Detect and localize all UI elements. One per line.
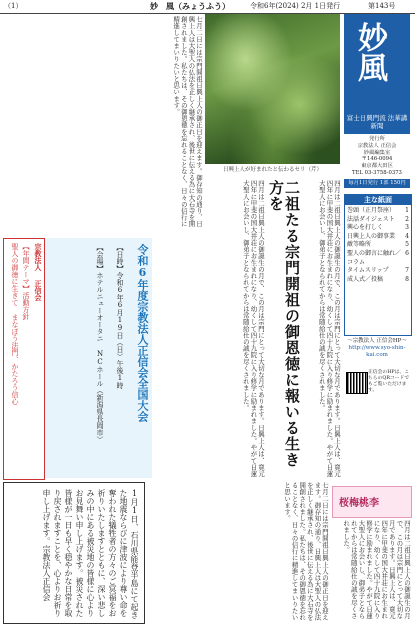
event-date: 【日時】令和6年6月19日（日）午後1時 xyxy=(116,244,124,389)
article-text-right: 四月は二祖日興上人の御誕生の月で、この月は宗門にとって大切な月であります。日興上人は、寛元四年に甲斐の国大井荘にお生まれになり、幼くして四十九院に入り修学に励まれました。やがて日蓮大聖人にお会いし、御弟子となられてからは常随給仕の誠を尽くされました。 xyxy=(317,180,341,477)
toc-title: 主な紙面 xyxy=(345,195,411,205)
photo-caption: 日興上人が好まれたと伝わるセリ（芹） xyxy=(222,167,322,173)
article-body-right xyxy=(288,180,340,480)
column-title-tag xyxy=(332,486,412,518)
condolence-box xyxy=(3,482,145,624)
article-text-bottom: 七月二日には宗門開祖日興上人の御正日を迎えます。御存知の通り、日興上人は大聖人の仏法を正しく継承され、後世に伝える為に大石寺を開創されました。私たちは、その御恩徳を忘れることなく、日々の信行に精進してまいりたいと思います。 xyxy=(283,482,329,621)
toc-item[interactable]: 敵等略所 5 xyxy=(347,241,409,249)
seri-photo xyxy=(205,14,340,164)
theme-label: 【年間テーマ】活動方針 xyxy=(22,243,30,320)
annual-theme-box xyxy=(3,238,45,480)
page-number: （1） xyxy=(4,2,23,10)
toc-item[interactable]: 法話ダイジェスト 2 xyxy=(347,215,409,223)
article-body-bottom xyxy=(148,482,328,622)
publisher-info xyxy=(344,136,410,188)
toc-item[interactable]: 巻頭（正月祭座） 1 xyxy=(347,207,409,214)
masthead xyxy=(344,14,410,134)
pub-line: 妙風編集室 xyxy=(363,149,391,156)
qr-note: 正信会のHPは、こちらのQRコードでもご覧いただけます。 xyxy=(368,370,410,393)
website-box xyxy=(344,338,410,359)
article-text-center: 四月は二祖日興上人の御誕生の月で、この月は宗門にとって大切な月であります。日興上人は、寛元四年に甲斐の国大井荘にお生まれになり、幼くして四十九院に入り修学に励まれました。やがて日蓮大聖人にお会いし、御弟子となられてからは常随給仕の誠を尽くされました。 xyxy=(241,180,265,477)
main-headline: 二祖たる宗門開祖の御恩徳に報いる生き方を xyxy=(267,180,301,468)
toc-item[interactable]: 成人式／投稿 8 xyxy=(347,275,409,283)
toc-item[interactable]: 聖人の御言に触れ／コラム 6 xyxy=(347,249,409,266)
article-body-center xyxy=(156,180,264,480)
pub-line: 宗教法人 正信会 xyxy=(357,142,397,149)
price-band: 毎月1日発行 1部 150円 xyxy=(344,179,410,188)
pub-line: TEL 03-3758-0373 xyxy=(352,169,402,176)
condolence-text: 1月1日、石川県能登半島にて起きた地震ならびに津波により尊い命を奪われた犠牲者の方々のご冥福をお祈りいたしますとともに、深い悲しみの中にある被災地の皆様に心よりお見舞い申し上げます。被災された皆様が一日も早く穏やかな日常を取り戻されますことを、心よりお祈り申し上げます。宗教法人正信会 xyxy=(42,489,139,619)
website-title: ～宗教法人 正信会HP～ xyxy=(347,338,407,344)
theme-slogan: 聖人の御徳に生きて まなぼう法門、かたろう信心 xyxy=(11,243,19,405)
column-title: 桜梅桃李 xyxy=(339,498,379,509)
pub-line: 〒146-0094 xyxy=(361,156,393,163)
website-url[interactable]: http://www.syo-shin-kai.com xyxy=(348,345,406,358)
table-of-contents xyxy=(344,194,412,336)
issue-date: 令和6年(2024) 2月 1日発行 xyxy=(250,2,341,10)
page-header xyxy=(0,0,415,14)
toc-item[interactable]: タイムスリップ 7 xyxy=(347,267,409,275)
qr-code-icon[interactable] xyxy=(346,372,368,394)
article-text-left: 七月二日には宗門開祖日興上人の御正日を迎えます。御存知の通り、日興上人は大聖人の仏法を正しく継承され、後世に伝える為に大石寺を開創されました。私たちは、その御恩徳を忘れることなく、日々の信行に精進してまいりたいと思います。 xyxy=(172,16,203,228)
toc-item[interactable]: 日興上人の御事業 4 xyxy=(347,232,409,240)
event-place: 【会場】ホテルニューオータニ NCホール（新潟県長岡市） xyxy=(96,244,104,443)
event-title: 令和6年度宗教法人正信会全国大会 xyxy=(136,244,149,422)
toc-item[interactable]: 興心を打しく 3 xyxy=(347,224,409,232)
pub-line: 東京都大田区 xyxy=(361,163,393,170)
masthead-logo: 妙風 xyxy=(352,22,387,82)
column-body xyxy=(334,520,410,624)
column-text: 四月は二祖日興上人の御誕生の月で、この月は宗門にとって大切な月であります。日興上人は、寛元四年に甲斐の国大井荘にお生まれになり、幼くして四十九院に入り修学に励まれました。やがて日蓮大聖人にお会いし、御弟子となられてからは常随給仕の誠を尽くされました。 xyxy=(342,520,411,619)
event-banner xyxy=(44,238,152,478)
masthead-org: 富士日興門流 法華講新聞 xyxy=(346,114,408,130)
theme-org: 宗教法人 正信会 xyxy=(34,243,43,301)
pub-line: 発行所 xyxy=(369,136,385,142)
paper-name: 妙 風（みょうふう） xyxy=(150,1,230,11)
issue-number: 第143号 xyxy=(368,2,396,10)
